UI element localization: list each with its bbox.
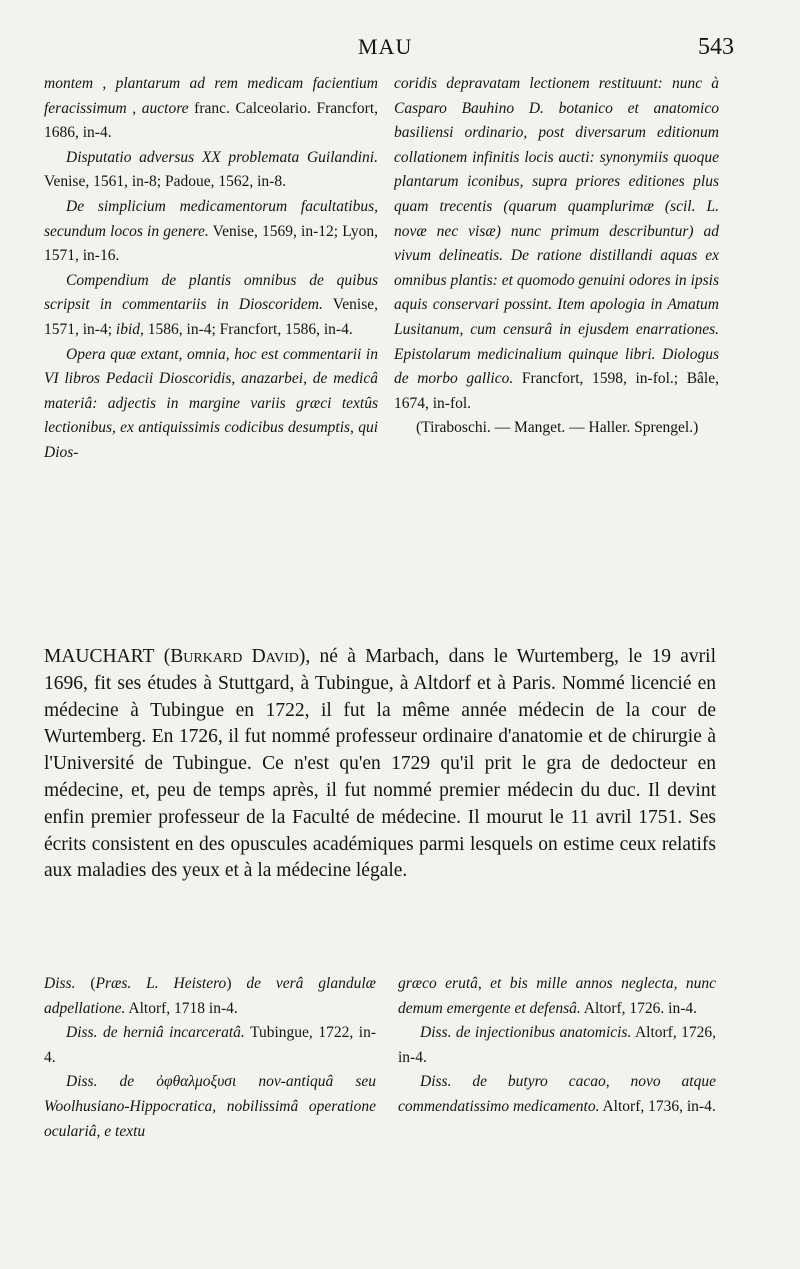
article-body: , né à Marbach, dans le Wurtemberg, le 19 avril 1696, fit ses études à Stuttgard, à Tubingue, à Altdorf et à Paris. Nommé licencié en médecine à Tubingue en 1722, il fut la même année médecin de la cour de Wurtemberg. En 1726, il fut nommé professeur ordinaire d'anatomie et de chirurgie à l'Université de Tubingue. Ce n'est qu'en 1729 qu'il prit le gra de dedocteur en médecine, et, peu de temps après, il fut nommé premier médecin du duc. Il devint enfin premier professeur de la Faculté de médecine. Il mourut le 11 avril 1751. Ses écrits consistent en des opuscules académiques parmi lesquels on estime ceux relatifs aux maladies des yeux et à la médecine légale. xyxy=(44,646,716,882)
entry-imprint: 1586, in-4; Francfort, 1586, in-4. xyxy=(143,320,353,338)
bibliography-entry xyxy=(44,1021,376,1070)
entry-title: coridis depravatam lectionem restituunt: nunc à Casparo Bauhino D. botanico et anatomico basiliensi ordinario, post diversarum editionum collationem infinitis locis aucti: synonymiis quoque plantarum iconibus, supra priores editiones plus quam trecentis (quarum quamplurimæ (scil. L. novæ nec visæ) nunc primum describuntur) ad vivum delineatis. De ratione distillandi aquas ex omnibus plantis: et quomodo genuini odores in ipsis aquis conservari possint. Item apologia in Amatum Lusitanum, cum censurâ in ejusdem enarrationes. Epistolarum medicinalium quinque libri. Diologus de morbo gallico. xyxy=(394,75,719,388)
entry-title: græco erutâ, et bis mille annos neglecta, nunc demum emergente et defensâ. xyxy=(398,975,716,1017)
top-left-column xyxy=(44,72,378,466)
entry-imprint: Venise, 1571, in-4; xyxy=(44,296,378,338)
sources-note xyxy=(394,416,719,441)
entry-imprint: Altorf, 1718 in-4. xyxy=(125,999,238,1017)
entry-imprint: franc. Calceolario. Francfort, 1686, in-4. xyxy=(44,99,378,142)
entry-title: Diss. de ὀφθαλμοξυσι nov-antiquâ seu Woolhusiano-Hippocratica, nobilissimâ operatione oculariâ, e textu xyxy=(44,1073,376,1140)
sources-text: (Tiraboschi. — Manget. — Haller. Sprengel.) xyxy=(416,419,699,437)
article-headword: MAUCHART xyxy=(44,646,155,667)
bibliography-entry xyxy=(394,72,719,416)
running-header xyxy=(0,30,800,66)
entry-title: Diss. de butyro cacao, novo atque commendatissimo medicamento. xyxy=(398,1073,716,1115)
biography-article xyxy=(44,644,716,885)
bottom-left-column xyxy=(44,972,376,1144)
entry-title: Disputatio adversus XX problemata Guilandini. xyxy=(66,148,378,166)
entry-punct: ( xyxy=(75,975,96,992)
entry-imprint: Altorf, 1736, in-4. xyxy=(599,1097,716,1115)
entry-imprint: Tubingue, 1722, in-4. xyxy=(44,1024,376,1066)
bibliography-entry xyxy=(398,972,716,1021)
entry-imprint: Venise, 1569, in-12; Lyon, 1571, in-16. xyxy=(44,222,378,265)
page-number: 543 xyxy=(698,34,734,60)
bibliography-entry xyxy=(44,72,378,146)
entry-imprint: Francfort, 1598, in-fol.; Bâle, 1674, in-fol. xyxy=(394,370,719,412)
entry-ibid: ibid, xyxy=(115,320,144,338)
entry-title: De simplicium medicamentorum facultatibus, secundum locos in genere. xyxy=(44,197,378,240)
bibliography-entry xyxy=(44,1070,376,1144)
entry-title: Diss. de injectionibus anatomicis. xyxy=(420,1024,632,1042)
entry-title: Diss. xyxy=(44,975,76,992)
entry-imprint: Altorf, 1726, in-4. xyxy=(398,1024,717,1066)
entry-imprint: Venise, 1561, in-8; Padoue, 1562, in-8. xyxy=(44,173,286,191)
bibliography-entry xyxy=(44,343,378,466)
entry-punct: ) xyxy=(226,975,247,992)
bibliography-entry xyxy=(398,1021,716,1070)
entry-title: montem , plantarum ad rem medicam facientium feracissimum , auctore xyxy=(44,75,378,117)
bibliography-entry xyxy=(44,972,376,1021)
entry-title: Opera quæ extant, omnia, hoc est commentarii in VI libros Pedacii Dioscoridis, anazarbei, de medicâ materiâ: adjectis in margine variis græci textûs lectionibus, ex antiquissimis codicibus desumptis, qui Dios- xyxy=(44,345,378,461)
entry-title: Compendium de plantis omnibus de quibus scripsit in commentariis in Dioscoridem. xyxy=(44,271,378,314)
bibliography-entry xyxy=(44,146,378,195)
article-forenames: (Burkard David) xyxy=(163,646,306,667)
bibliography-entry xyxy=(44,195,378,269)
entry-praeses: Præs. L. Heistero xyxy=(95,975,227,992)
top-right-column xyxy=(394,72,719,441)
running-head-title: MAU xyxy=(358,34,413,59)
bottom-right-column xyxy=(398,972,716,1120)
bibliography-entry xyxy=(44,269,378,343)
entry-title: de verâ glandulæ adpellatione. xyxy=(44,975,376,1017)
entry-imprint: Altorf, 1726. in-4. xyxy=(580,999,698,1017)
bibliography-entry xyxy=(398,1070,716,1119)
entry-title: Diss. de herniâ incarceratâ. xyxy=(66,1024,245,1042)
